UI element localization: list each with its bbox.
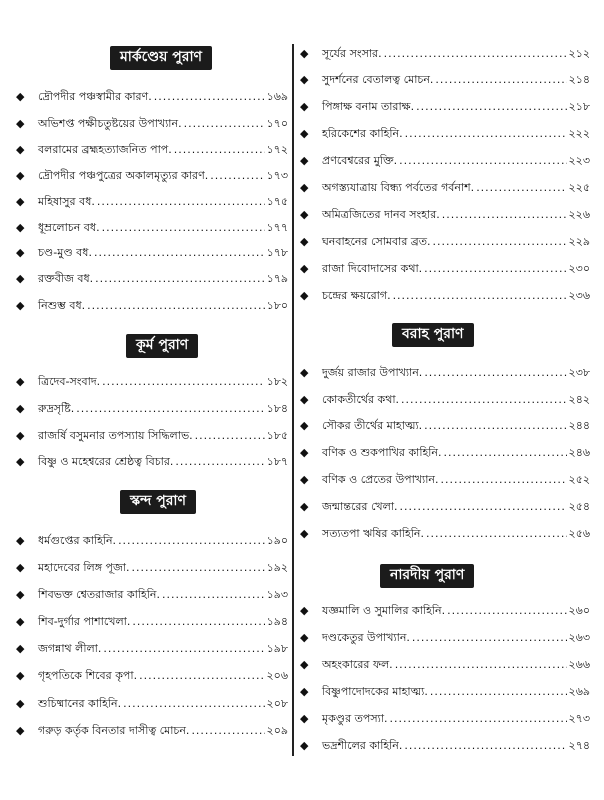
entry-title: চণ্ড-মুণ্ড বধ. — [38, 246, 92, 259]
dot-leader — [195, 429, 265, 443]
section-heading-kurma: কূর্ম পুরাণ — [126, 334, 198, 358]
bullet-icon: ◆ — [300, 419, 309, 432]
entry-title: ঘনবাহনের সোমবার ব্রত. — [322, 235, 431, 248]
dot-leader — [132, 561, 265, 575]
dot-leader — [102, 221, 265, 235]
dot-leader — [393, 289, 567, 303]
toc-entry[interactable] — [300, 470, 590, 490]
entry-title: দ্রৌপদীর পঞ্চস্বামীর কারণ. — [38, 90, 152, 103]
dot-leader — [416, 100, 566, 114]
dot-leader — [132, 615, 264, 629]
bullet-icon: ◆ — [300, 181, 309, 194]
entry-page: ২১৪ — [568, 73, 590, 86]
entry-page: ১৯৮ — [266, 642, 288, 655]
entry-page: ১৭০ — [266, 117, 288, 130]
entry-title: বিষ্ণু ও মহেশ্বরের শ্রেষ্ঠত্ব বিচার. — [38, 455, 174, 468]
entry-title: ধূম্রলোচন বধ. — [38, 221, 100, 234]
entry-title: নিশুম্ভ বধ. — [38, 299, 86, 312]
entry-page: ১৭৮ — [266, 246, 288, 259]
entry-page: ২৬৩ — [568, 631, 590, 644]
entry-title: শুচিষ্মানের কাহিনি. — [38, 697, 122, 710]
entry-page: ২১৮ — [568, 100, 590, 113]
entry-page: ২৫৪ — [568, 500, 590, 513]
entry-page: ২২৩ — [568, 154, 590, 167]
entry-title: প্রণবেশ্বরের মুক্তি. — [322, 154, 398, 167]
toc-entry[interactable] — [300, 151, 590, 171]
dot-leader — [118, 534, 265, 548]
entry-title: গরুড় কর্তৃক বিনতার দাসীত্ব মোচন. — [38, 724, 190, 737]
toc-entry[interactable] — [16, 426, 288, 446]
dot-leader — [443, 446, 566, 460]
dot-leader — [401, 393, 567, 407]
toc-entry[interactable] — [16, 166, 288, 186]
toc-entry[interactable] — [300, 443, 590, 463]
toc-entry[interactable] — [16, 721, 288, 741]
toc-entry[interactable] — [16, 296, 288, 316]
toc-entry[interactable] — [300, 70, 590, 90]
toc-entry[interactable] — [16, 218, 288, 238]
entry-title: রক্তবীজ বধ. — [38, 272, 94, 285]
toc-entry[interactable] — [300, 363, 590, 383]
bullet-icon: ◆ — [16, 697, 25, 710]
entry-title: ভদ্রশীলের কাহিনি. — [322, 739, 403, 752]
entry-title: যজ্ঞমালি ও সুমালির কাহিনি. — [322, 604, 446, 617]
entry-page: ২৫২ — [568, 473, 590, 486]
entry-title: জন্মান্তরের খেলা. — [322, 500, 398, 513]
entry-page: ১৮২ — [266, 375, 288, 388]
toc-entry[interactable] — [300, 601, 590, 621]
bullet-icon: ◆ — [16, 588, 25, 601]
entry-title: পিঙ্গাক্ষ বনাম তারাক্ষ. — [322, 100, 415, 113]
toc-entry[interactable] — [300, 178, 590, 198]
bullet-icon: ◆ — [16, 455, 25, 468]
bullet-icon: ◆ — [300, 208, 309, 221]
toc-entry[interactable] — [300, 628, 590, 648]
bullet-icon: ◆ — [300, 73, 309, 86]
entry-page: ১৯৪ — [266, 615, 288, 628]
entry-page: ১৯২ — [266, 561, 288, 574]
entry-page: ২৩৬ — [568, 289, 590, 302]
bullet-icon: ◆ — [300, 604, 309, 617]
bullet-icon: ◆ — [16, 375, 25, 388]
entry-title: কোকতীর্থের কথা. — [322, 393, 400, 406]
bullet-icon: ◆ — [300, 100, 309, 113]
entry-title: মহিষাসুর বধ. — [38, 195, 95, 208]
entry-title: অগস্ত্যযাত্রায় বিন্ধ্য পর্বতের গর্বনাশ. — [322, 181, 475, 194]
entry-page: ১৭৯ — [266, 272, 288, 285]
bullet-icon: ◆ — [300, 154, 309, 167]
bullet-icon: ◆ — [300, 631, 309, 644]
dot-leader — [123, 697, 264, 711]
entry-title: দুর্জয় রাজার উপাখ্যান. — [322, 366, 423, 379]
bullet-icon: ◆ — [300, 658, 309, 671]
dot-leader — [424, 262, 566, 276]
entry-page: ১৭৩ — [266, 169, 288, 182]
bullet-icon: ◆ — [300, 289, 309, 302]
section-heading-naradiya: নারদীয় পুরাণ — [380, 564, 474, 588]
dot-leader — [395, 658, 567, 672]
entry-title: রুদ্রসৃষ্টি. — [38, 402, 75, 415]
dot-leader — [442, 208, 567, 222]
entry-page: ২২৬ — [568, 208, 590, 221]
toc-entry[interactable] — [300, 232, 590, 252]
bullet-icon: ◆ — [300, 47, 309, 60]
entry-page: ২২৫ — [568, 181, 590, 194]
dot-leader — [76, 402, 264, 416]
dot-leader — [139, 669, 264, 683]
entry-page: ১৮৭ — [266, 455, 288, 468]
entry-title: সুদর্শনের বেতালত্ব মোচন. — [322, 73, 434, 86]
entry-page: ২৬৬ — [568, 658, 590, 671]
section-heading-skanda: স্কন্দ পুরাণ — [120, 490, 196, 514]
dot-leader — [432, 235, 566, 249]
toc-entry[interactable] — [16, 399, 288, 419]
dot-leader — [175, 455, 264, 469]
toc-entry[interactable] — [16, 558, 288, 578]
toc-entry[interactable] — [300, 259, 590, 279]
entry-page: ১৭৭ — [266, 221, 288, 234]
entry-page: ২১২ — [568, 47, 590, 60]
dot-leader — [447, 604, 566, 618]
entry-page: ২৭৪ — [568, 739, 590, 752]
bullet-icon: ◆ — [300, 712, 309, 725]
dot-leader — [174, 143, 265, 157]
bullet-icon: ◆ — [300, 685, 309, 698]
toc-entry[interactable] — [300, 286, 590, 306]
toc-entry[interactable] — [16, 666, 288, 686]
bullet-icon: ◆ — [16, 169, 25, 182]
bullet-icon: ◆ — [16, 669, 25, 682]
entry-page: ২২২ — [568, 127, 590, 140]
bullet-icon: ◆ — [300, 127, 309, 140]
toc-entry[interactable] — [300, 682, 590, 702]
entry-page: ২৬৯ — [568, 685, 590, 698]
toc-entry[interactable] — [300, 655, 590, 675]
dot-leader — [441, 473, 567, 487]
toc-entry[interactable] — [300, 416, 590, 436]
toc-entry[interactable] — [300, 497, 590, 517]
entry-page: ২৪৪ — [568, 419, 590, 432]
toc-entry[interactable] — [300, 390, 590, 410]
toc-entry[interactable] — [16, 585, 288, 605]
dot-leader — [404, 739, 566, 753]
entry-page: ১৯০ — [266, 534, 288, 547]
bullet-icon: ◆ — [16, 561, 25, 574]
bullet-icon: ◆ — [16, 402, 25, 415]
dot-leader — [412, 631, 567, 645]
bullet-icon: ◆ — [300, 500, 309, 513]
dot-leader — [424, 366, 566, 380]
entry-title: অমিত্রজিতের দানব সংহার. — [322, 208, 440, 221]
toc-entry[interactable] — [16, 531, 288, 551]
toc-entry[interactable] — [300, 205, 590, 225]
entry-title: অহংকারের ফল. — [322, 658, 393, 671]
toc-entry[interactable] — [16, 269, 288, 289]
dot-leader — [476, 181, 566, 195]
bullet-icon: ◆ — [16, 615, 25, 628]
bullet-icon: ◆ — [300, 262, 309, 275]
entry-page: ১৮৫ — [266, 429, 288, 442]
entry-page: ২০৬ — [266, 669, 288, 682]
entry-title: ত্রিদেব-সংবাদ. — [38, 375, 101, 388]
entry-title: দণ্ডকেতুর উপাখ্যান. — [322, 631, 410, 644]
toc-entry[interactable] — [300, 736, 590, 756]
toc-entry[interactable] — [300, 124, 590, 144]
entry-title: হরিকেশের কাহিনি. — [322, 127, 403, 140]
dot-leader — [154, 90, 265, 104]
entry-title: চন্দ্রের ক্ষয়রোগ. — [322, 289, 391, 302]
dot-leader — [102, 375, 264, 389]
bullet-icon: ◆ — [300, 739, 309, 752]
entry-title: বিষ্ণুপাদোদকের মাহাত্ম্য. — [322, 685, 428, 698]
entry-page: ২২৯ — [568, 235, 590, 248]
entry-page: ১৮০ — [266, 299, 288, 312]
toc-entry[interactable] — [16, 87, 288, 107]
entry-title: শিব-দুর্গার পাশাখেলা. — [38, 615, 131, 628]
entry-page: ২০৮ — [266, 697, 288, 710]
entry-page: ২৪৬ — [568, 446, 590, 459]
bullet-icon: ◆ — [16, 534, 25, 547]
dot-leader — [399, 154, 566, 168]
dot-leader — [400, 500, 567, 514]
entry-page: ২৩৮ — [568, 366, 590, 379]
toc-entry[interactable] — [300, 97, 590, 117]
toc-entry[interactable] — [16, 694, 288, 714]
toc-entry[interactable] — [16, 140, 288, 160]
entry-page: ১৮৪ — [266, 402, 288, 415]
entry-page: ২৬০ — [568, 604, 590, 617]
bullet-icon: ◆ — [16, 221, 25, 234]
entry-page: ২৭৩ — [568, 712, 590, 725]
toc-entry[interactable] — [16, 372, 288, 392]
dot-leader — [426, 527, 567, 541]
entry-title: ধর্মগুপ্তের কাহিনি. — [38, 534, 117, 547]
section-heading-markandeya: মার্কণ্ডেয় পুরাণ — [110, 46, 212, 70]
toc-entry[interactable] — [16, 192, 288, 212]
toc-entry[interactable] — [300, 709, 590, 729]
entry-title: সত্যতপা ঋষির কাহিনি. — [322, 527, 424, 540]
entry-title: অভিশপ্ত পক্ষীচতুষ্টয়ের উপাখ্যান. — [38, 117, 182, 130]
entry-title: শিবভক্ত শ্বেতরাজার কাহিনি. — [38, 588, 160, 601]
entry-page: ২৪২ — [568, 393, 590, 406]
bullet-icon: ◆ — [300, 235, 309, 248]
entry-page: ১৯৩ — [266, 588, 288, 601]
entry-page: ২৩০ — [568, 262, 590, 275]
dot-leader — [184, 117, 265, 131]
bullet-icon: ◆ — [16, 299, 25, 312]
dot-leader — [384, 47, 567, 61]
entry-page: ২০৯ — [266, 724, 288, 737]
toc-entry[interactable] — [16, 243, 288, 263]
dot-leader — [94, 246, 265, 260]
section-heading-varaha: বরাহ পুরাণ — [392, 323, 474, 347]
dot-leader — [210, 169, 264, 183]
entry-title: বণিক ও প্রেতের উপাখ্যান. — [322, 473, 439, 486]
column-divider — [292, 44, 294, 756]
bullet-icon: ◆ — [16, 143, 25, 156]
entry-page: ১৭২ — [266, 143, 288, 156]
entry-title: রাজর্ষি বসুমনার তপস্যায় সিদ্ধিলাভ. — [38, 429, 193, 442]
dot-leader — [97, 195, 265, 209]
bullet-icon: ◆ — [16, 246, 25, 259]
bullet-icon: ◆ — [300, 393, 309, 406]
dot-leader — [390, 712, 567, 726]
entry-page: ২৫৬ — [568, 527, 590, 540]
dot-leader — [405, 127, 567, 141]
bullet-icon: ◆ — [16, 90, 25, 103]
entry-title: মহাদেবের লিঙ্গ পূজা. — [38, 561, 130, 574]
bullet-icon: ◆ — [16, 272, 25, 285]
dot-leader — [95, 272, 264, 286]
entry-title: বলরামের ব্রহ্মহত্যাজনিত পাপ. — [38, 143, 172, 156]
toc-entry[interactable] — [16, 612, 288, 632]
toc-entry[interactable] — [300, 44, 590, 64]
bullet-icon: ◆ — [16, 195, 25, 208]
entry-title: বণিক ও শুকপাখির কাহিনি. — [322, 446, 442, 459]
entry-title: মৃকণ্ডুর তপস্যা. — [322, 712, 388, 725]
bullet-icon: ◆ — [300, 473, 309, 486]
bullet-icon: ◆ — [300, 446, 309, 459]
bullet-icon: ◆ — [16, 429, 25, 442]
entry-title: সূর্যের সংসার. — [322, 47, 382, 60]
bullet-icon: ◆ — [16, 724, 25, 737]
bullet-icon: ◆ — [16, 117, 25, 130]
toc-entry[interactable] — [16, 639, 288, 659]
dot-leader — [430, 685, 567, 699]
bullet-icon: ◆ — [16, 642, 25, 655]
entry-page: ১৬৯ — [266, 90, 288, 103]
toc-entry[interactable] — [16, 452, 288, 472]
entry-page: ১৭৫ — [266, 195, 288, 208]
dot-leader — [162, 588, 265, 602]
entry-title: রাজা দিবোদাসের কথা. — [322, 262, 423, 275]
entry-title: জগন্নাথ লীলা. — [38, 642, 102, 655]
dot-leader — [424, 419, 566, 433]
toc-entry[interactable] — [16, 114, 288, 134]
dot-leader — [103, 642, 264, 656]
dot-leader — [191, 724, 264, 738]
bullet-icon: ◆ — [300, 527, 309, 540]
entry-title: গৃহপতিকে শিবের কৃপা. — [38, 669, 138, 682]
toc-entry[interactable] — [300, 524, 590, 544]
entry-title: দ্রৌপদীর পঞ্চপুত্রের অকালমৃত্যুর কারণ. — [38, 169, 209, 182]
entry-title: সৌকর তীর্থের মাহাত্ম্য. — [322, 419, 423, 432]
bullet-icon: ◆ — [300, 366, 309, 379]
dot-leader — [435, 73, 566, 87]
dot-leader — [87, 299, 264, 313]
